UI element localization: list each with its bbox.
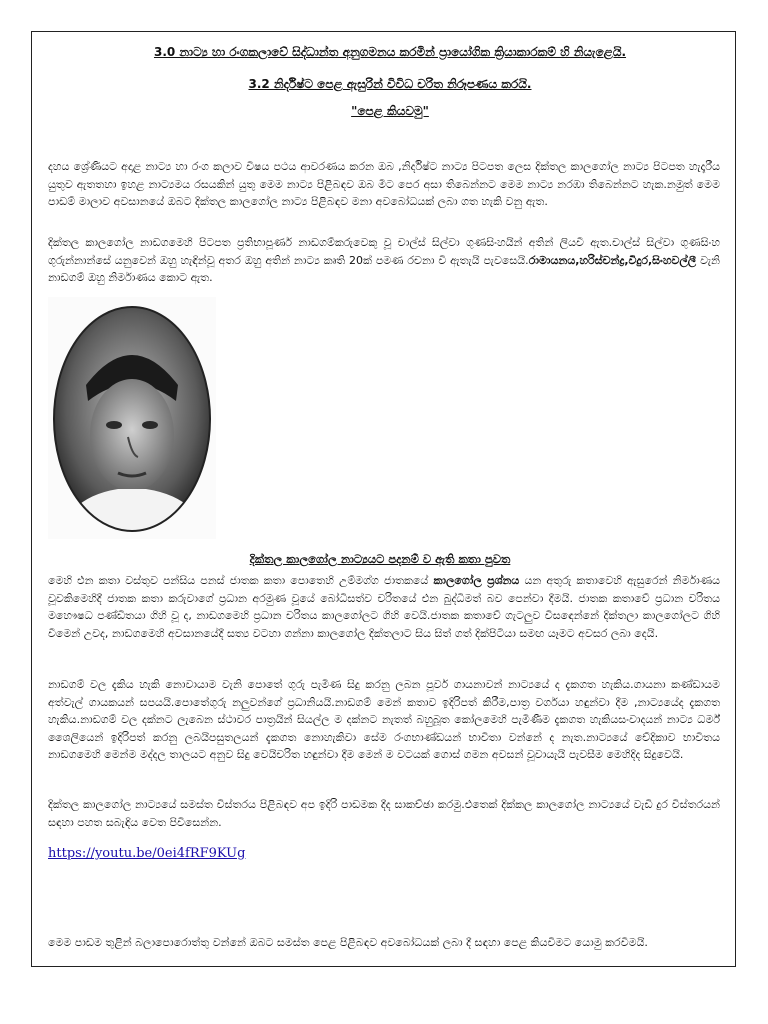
stage-paragraph: නාඩගම් වල දැකිය හැකි නොවායාම වැනි පොතේ ගුරු පැමිණ සිදු කරනු ලබන පූර්ව ගායනාවන් නාට්‍යයේ ද දැකගත හැකිය.ගායනා කණ්ඩායම අත්වැල් ගායකයන් සපයයි.පොතේගුරු නලුවන්ගේ ප්‍රධානියයි.නාඩගම් මෙන් කතාව ඉදිරිපත් කිරීම,පාත්‍ර වර්ගයා හඳුන්වා දීම ,නාට්‍යයේද දැකගත හැකිය.නාඩගම් වල දක්නට ලැබෙන ස්ථාවර පාත්‍රයින් සියල්ල ම දක්නට නැතත් බහුබූත කෝලමෙහි පැමිණීම දැකගත හැකියසංවාදයන් නාට්‍ය ධර්ම් ශෛලියෙන් ඉදිරිපත් කරනු ලබයිපසුතලයන් දැකගත නොහැකිවා සේම රංගභාණ්ඩයන් භාවිතා වන්නේ ද නැත.නාට්‍යයේ චේදිකාව භාවිතය නාඩගමෙහි මෙන්ම මද්දල තාලයට අනුව සිදු වෙයිචරිත හඳුන්වා දීම මෙන් ම වටයක් ගොස් ගමන අවසන් වූවායැයි පැවසීම මෙහිදිද සිදුවෙයි. — [48, 678, 720, 761]
story-text-a: මෙහි එන කතා වස්තුව පන්සිය පනස් ජාතක කතා පොතෙහි උම්මග්ග ජාතකයේ — [48, 574, 434, 587]
heading-objective: 3.0 නාට්‍ය හා රංගකලාවේ සිද්ධාන්ත අනුගමනය කරමින් ප්‍රායෝගික ක්‍රියාකාරකම් හි නියැළෙයි. — [153, 45, 627, 59]
youtube-link[interactable]: https://youtu.be/0ei4fRF9KUg — [48, 846, 246, 861]
author-text-a: දික්තල කාලගෝල නාඩගමෙහි පිටපත ප්‍රතිභාපූර්ණ නාඩගම්කරුවෙකු වූ චාල්ස් සිල්වා ගුණසිංහයින් අතින් ලියවී ඇත.චාල්ස් සිල්වා ගුණසිංහ ගුරුන්නාන්සේ යනුවෙන් ඔහු හැඳින්වූ අතර ඔහු අතින් නාට්‍ය කෘති 20ක් පමණ රචනා වී ඇතැයි පැවසෙයි. — [48, 236, 720, 267]
author-portrait — [48, 297, 216, 539]
story-highlight: කාලගෝල ප්‍රශ්නය — [433, 574, 520, 587]
story-paragraph — [48, 572, 720, 642]
video-paragraph: දික්තල කාලගෝල නාට්‍යයේ සමස්ත විස්තරය පිළිබඳව අප ඉදිරි පාඩමක දීද සාකච්ඡා කරමු.එතෙක් දික්කල කාලගෝල නාට්‍යයේ වැඩි දුර විස්තරයන් සඳහා පහත සබැඳිය වෙත පිවිසෙන්න. — [48, 798, 720, 829]
heading-read-text: "පෙළ කියවමු" — [351, 104, 429, 118]
closing-paragraph: මෙම පාඩම තුළින් බලාපොරොත්තු වන්නේ ඔබට සමස්ත පෙළ පිළිබඳව අවබෝධයක් ලබා දී සඳහා පෙළ කියවීමට යොමු කරවීමයි. — [48, 936, 648, 949]
author-paragraph — [48, 234, 720, 287]
story-text-b: යන අතුරු කතාවෙහි ඇසුරෙන් නිර්මාණය වූවකිමෙහිදී ජාතක කතා කරුවාගේ ප්‍රධාන අරමුණ වූයේ බෝධිසත්ව චරිතයේ එන බුද්ධිමත් බව පෙන්වා දීමයි. ජාතක කතාවේ ප්‍රධාන චරිතය මහෞෂධ පණ්ඩිතයා ගිහි වූ ද, නාඩගමෙහි ප්‍රධාන චරිතය කාලගෝලට ගිහි වෙයි.ජාතක කතාවේ ගැටලුව විසඳෙන්නේ දික්තලා කාලගෝලට ගිහි වීමෙන් උවද, නාඩගමෙහි අවසානයේදී සත්‍ය වටහා ගන්නා කාලගෝල දික්තලාට සිය සිත් ගත් දික්පිටියා සමඟ යෑමට අවසර ලබා දෙයි. — [48, 574, 720, 640]
intro-paragraph: දහය ශ්‍රේණියට අදාළ නාට්‍ය හා රංග කලාව විෂය පථය ආවරණය කරන ඔබ ,නිර්දිෂ්ට නාට්‍ය පිටපත ලෙස දික්තල කාලගෝල නාට්‍ය පිටපත හැදෑරීය යුතුව ඇතතහා ඉහළ නාට්‍යමය රසයකින් යුතු මෙම නාට්‍ය පිළිබඳව ඔබ මීට පෙර අසා තිබෙන්නට මෙම නාට්‍ය නරඹා තිබෙන්නට හැක.නමුත් මෙම පාඩම් මාලාව අවසානයේ ඔබට දික්තල කාලගෝල නාට්‍ය පිළිබඳව මනා අවබෝධයක් ලබා ගත හැකි වනු ඇත. — [48, 160, 720, 208]
heading-competency: 3.2 නිර්දිෂ්ට පෙළ ඇසුරින් විවිධ චරිත නිරූපණය කරයි. — [248, 77, 532, 91]
story-section-title: දික්තල කාලගෝල නාට්‍යයට පදනම් ව ඇති කතා පුවත — [249, 552, 511, 566]
author-works: රාමායනය,හරිස්චන්ද්‍ර,විදුර,සිංහවල්ලී — [528, 253, 697, 267]
author-text-b: වැනි නාඩගම් ඔහු නිර්මාණය කොට ඇත. — [48, 253, 720, 284]
